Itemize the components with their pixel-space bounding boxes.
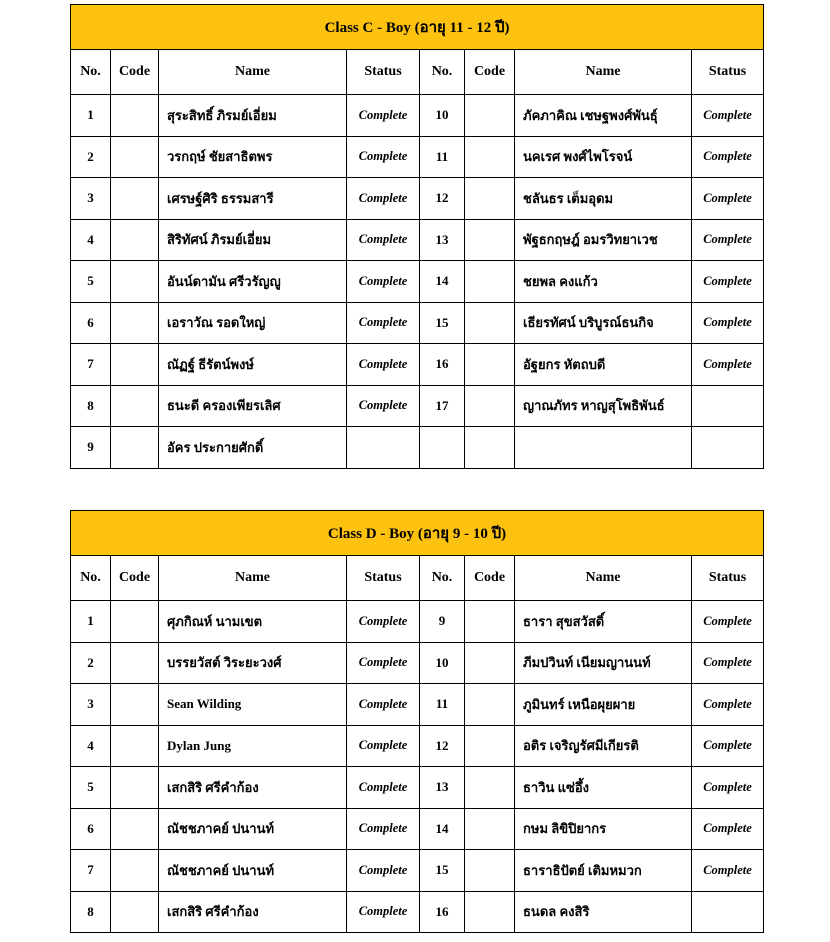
- column-header: Code: [111, 50, 159, 95]
- cell-name: กษม ลิขิปิยากร: [515, 808, 692, 850]
- cell-no: 4: [71, 725, 111, 767]
- cell-status: Complete: [692, 261, 764, 303]
- cell-code: [465, 219, 515, 261]
- cell-code: [465, 302, 515, 344]
- cell-code: [111, 427, 159, 469]
- cell-name: เธียรทัศน์ บริบูรณ์ธนกิจ: [515, 302, 692, 344]
- cell-code: [465, 95, 515, 137]
- cell-code: [111, 136, 159, 178]
- cell-no: 12: [420, 178, 465, 220]
- cell-no: 8: [71, 385, 111, 427]
- cell-status: Complete: [692, 684, 764, 726]
- table-row: [71, 95, 764, 137]
- table-row: [71, 178, 764, 220]
- cell-name: อัฐยกร หัตถบดี: [515, 344, 692, 386]
- column-header: No.: [420, 50, 465, 95]
- cell-no: 13: [420, 219, 465, 261]
- cell-no: 12: [420, 725, 465, 767]
- cell-status: Complete: [692, 95, 764, 137]
- cell-code: [465, 642, 515, 684]
- cell-no: 14: [420, 261, 465, 303]
- column-header: Name: [159, 50, 347, 95]
- cell-name: ชยพล คงแก้ว: [515, 261, 692, 303]
- cell-status: Complete: [692, 601, 764, 643]
- header-row: [71, 556, 764, 601]
- cell-code: [111, 95, 159, 137]
- cell-no: 6: [71, 302, 111, 344]
- cell-no: 3: [71, 684, 111, 726]
- cell-code: [111, 302, 159, 344]
- cell-status: Complete: [347, 178, 420, 220]
- cell-no: 2: [71, 642, 111, 684]
- cell-status: Complete: [347, 219, 420, 261]
- cell-name: ณัชชภาคย์ ปนานท์: [159, 808, 347, 850]
- table-row: [71, 601, 764, 643]
- cell-name: ธนดล คงสิริ: [515, 891, 692, 933]
- column-header: No.: [71, 50, 111, 95]
- table-row: [71, 808, 764, 850]
- cell-status: [692, 427, 764, 469]
- cell-status: Complete: [692, 219, 764, 261]
- cell-no: 7: [71, 344, 111, 386]
- column-header: Code: [465, 556, 515, 601]
- cell-no: 15: [420, 850, 465, 892]
- table-row: [71, 767, 764, 809]
- table-row: [71, 302, 764, 344]
- cell-status: Complete: [692, 344, 764, 386]
- cell-no: 9: [420, 601, 465, 643]
- cell-code: [465, 427, 515, 469]
- cell-status: Complete: [347, 642, 420, 684]
- cell-no: 16: [420, 344, 465, 386]
- cell-name: ภูมินทร์ เหนือผุยผาย: [515, 684, 692, 726]
- cell-status: Complete: [692, 642, 764, 684]
- cell-code: [465, 891, 515, 933]
- cell-name: เสกสิริ ศรีคำก้อง: [159, 767, 347, 809]
- cell-status: Complete: [692, 136, 764, 178]
- cell-status: Complete: [347, 385, 420, 427]
- table-row: [71, 219, 764, 261]
- cell-status: Complete: [692, 850, 764, 892]
- cell-code: [465, 725, 515, 767]
- cell-no: 11: [420, 684, 465, 726]
- cell-code: [111, 261, 159, 303]
- cell-name: เศรษฐ์ศิริ ธรรมสารี: [159, 178, 347, 220]
- table-row: [71, 891, 764, 933]
- column-header: Status: [692, 50, 764, 95]
- cell-no: 7: [71, 850, 111, 892]
- cell-code: [465, 385, 515, 427]
- cell-no: 14: [420, 808, 465, 850]
- cell-name: สิริทัศน์ ภิรมย์เอี่ยม: [159, 219, 347, 261]
- cell-code: [465, 684, 515, 726]
- cell-name: นคเรศ พงศ์ไพโรจน์: [515, 136, 692, 178]
- cell-no: 10: [420, 95, 465, 137]
- cell-no: 3: [71, 178, 111, 220]
- cell-name: อัคร ประกายศักดิ์: [159, 427, 347, 469]
- column-header: Name: [515, 556, 692, 601]
- cell-status: [692, 385, 764, 427]
- cell-code: [111, 219, 159, 261]
- cell-name: ธาราธิปัตย์ เติมหมวก: [515, 850, 692, 892]
- cell-status: Complete: [692, 767, 764, 809]
- cell-name: ณัฏฐ์ ธีรัตน์พงษ์: [159, 344, 347, 386]
- cell-name: เสกสิริ ศรีคำก้อง: [159, 891, 347, 933]
- table-row: [71, 642, 764, 684]
- cell-no: 2: [71, 136, 111, 178]
- cell-name: อติร เจริญรัศมีเกียรติ: [515, 725, 692, 767]
- cell-code: [111, 850, 159, 892]
- cell-code: [111, 178, 159, 220]
- table-title: Class D - Boy (อายุ 9 - 10 ปี): [71, 511, 764, 556]
- cell-no: 1: [71, 95, 111, 137]
- cell-name: ภัคภาคิณ เชษฐพงศ์พันธุ์: [515, 95, 692, 137]
- cell-status: Complete: [347, 261, 420, 303]
- cell-status: Complete: [692, 178, 764, 220]
- cell-no: 16: [420, 891, 465, 933]
- cell-no: 9: [71, 427, 111, 469]
- cell-code: [465, 767, 515, 809]
- table-row: [71, 427, 764, 469]
- table-row: [71, 344, 764, 386]
- cell-name: [515, 427, 692, 469]
- cell-code: [465, 136, 515, 178]
- cell-no: 5: [71, 767, 111, 809]
- cell-status: [347, 427, 420, 469]
- cell-code: [111, 808, 159, 850]
- cell-name: ชลันธร เต็มอุดม: [515, 178, 692, 220]
- column-header: Name: [159, 556, 347, 601]
- cell-code: [111, 601, 159, 643]
- cell-status: Complete: [347, 344, 420, 386]
- table-row: [71, 684, 764, 726]
- cell-name: สุระสิทธิ์ ภิรมย์เอี่ยม: [159, 95, 347, 137]
- table-row: [71, 725, 764, 767]
- cell-no: [420, 427, 465, 469]
- cell-code: [465, 178, 515, 220]
- cell-name: ศุภกิณห์ นามเขต: [159, 601, 347, 643]
- cell-code: [465, 808, 515, 850]
- cell-no: 5: [71, 261, 111, 303]
- cell-name: เอราวัณ รอดใหญ่: [159, 302, 347, 344]
- table-title: Class C - Boy (อายุ 11 - 12 ปี): [71, 5, 764, 50]
- cell-status: [692, 891, 764, 933]
- cell-status: Complete: [347, 725, 420, 767]
- cell-status: Complete: [347, 767, 420, 809]
- cell-no: 8: [71, 891, 111, 933]
- header-row: [71, 50, 764, 95]
- class-d-table: [70, 510, 764, 933]
- cell-code: [111, 642, 159, 684]
- cell-code: [465, 850, 515, 892]
- cell-name: Sean Wilding: [159, 684, 347, 726]
- cell-no: 1: [71, 601, 111, 643]
- cell-code: [465, 261, 515, 303]
- cell-no: 11: [420, 136, 465, 178]
- cell-name: พัฐธกฤษฎ์ อมรวิทยาเวช: [515, 219, 692, 261]
- cell-code: [111, 385, 159, 427]
- column-header: Code: [111, 556, 159, 601]
- cell-name: วรกฤษ์ ชัยสาธิตพร: [159, 136, 347, 178]
- cell-code: [465, 601, 515, 643]
- cell-name: ภีมปวินท์ เนียมญานนท์: [515, 642, 692, 684]
- cell-status: Complete: [347, 808, 420, 850]
- cell-status: Complete: [347, 601, 420, 643]
- table-row: [71, 385, 764, 427]
- cell-status: Complete: [692, 808, 764, 850]
- cell-status: Complete: [347, 891, 420, 933]
- cell-status: Complete: [347, 136, 420, 178]
- cell-name: ธนะดี ครองเพียรเลิศ: [159, 385, 347, 427]
- cell-no: 15: [420, 302, 465, 344]
- cell-no: 6: [71, 808, 111, 850]
- cell-name: อันน์ดามัน ศรีวรัญญู: [159, 261, 347, 303]
- class-c-table: [70, 4, 764, 469]
- cell-status: Complete: [347, 302, 420, 344]
- cell-code: [111, 891, 159, 933]
- cell-name: Dylan Jung: [159, 725, 347, 767]
- cell-no: 17: [420, 385, 465, 427]
- column-header: No.: [71, 556, 111, 601]
- table-row: [71, 850, 764, 892]
- cell-name: ณัชชภาคย์ ปนานท์: [159, 850, 347, 892]
- cell-name: บรรยวัสต์ วิระยะวงศ์: [159, 642, 347, 684]
- column-header: No.: [420, 556, 465, 601]
- cell-status: Complete: [347, 684, 420, 726]
- cell-code: [111, 725, 159, 767]
- cell-no: 10: [420, 642, 465, 684]
- cell-no: 4: [71, 219, 111, 261]
- cell-status: Complete: [692, 725, 764, 767]
- column-header: Status: [692, 556, 764, 601]
- cell-code: [111, 684, 159, 726]
- column-header: Name: [515, 50, 692, 95]
- column-header: Status: [347, 556, 420, 601]
- cell-name: ญาณภัทร หาญสุโพธิพันธ์: [515, 385, 692, 427]
- cell-status: Complete: [692, 302, 764, 344]
- column-header: Status: [347, 50, 420, 95]
- cell-name: ธาวิน แซ่อึ้ง: [515, 767, 692, 809]
- table-row: [71, 136, 764, 178]
- cell-name: ธารา สุขสวัสดิ์: [515, 601, 692, 643]
- cell-status: Complete: [347, 95, 420, 137]
- column-header: Code: [465, 50, 515, 95]
- table-row: [71, 261, 764, 303]
- cell-code: [465, 344, 515, 386]
- cell-code: [111, 767, 159, 809]
- cell-no: 13: [420, 767, 465, 809]
- cell-status: Complete: [347, 850, 420, 892]
- cell-code: [111, 344, 159, 386]
